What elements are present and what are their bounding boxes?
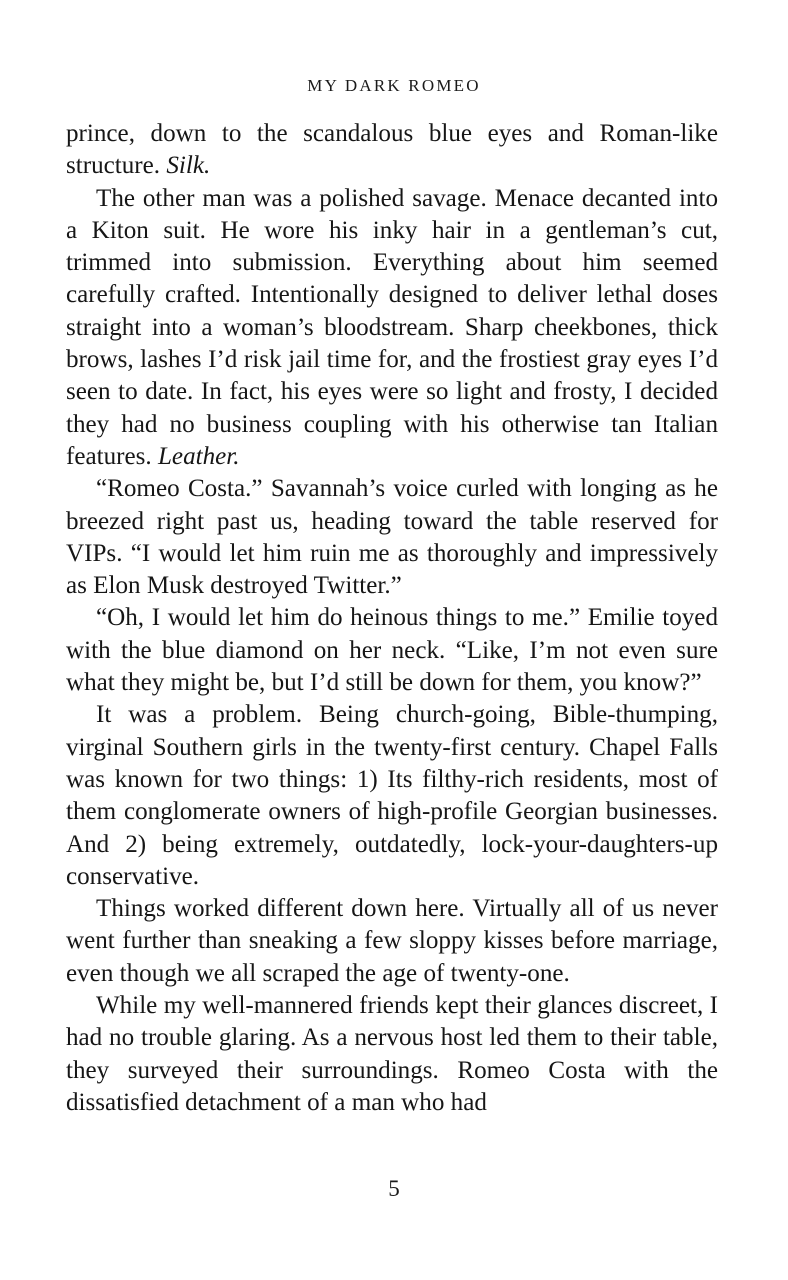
emphasis-silk: Silk.	[166, 152, 211, 180]
paragraph-text: prince, down to the scandalous blue eyes and Roman-like structure.	[66, 120, 718, 180]
paragraph	[66, 118, 718, 183]
running-head: MY DARK ROMEO	[307, 76, 481, 95]
paragraph	[66, 183, 718, 474]
paragraph: “Oh, I would let him do heinous things to me.” Emilie toyed with the blue diamond on her neck. “Like, I’m not even sure what they might be, but I’d still be down for them, you know?”	[66, 604, 718, 697]
page-number: 5	[388, 1176, 400, 1201]
body-text	[66, 118, 718, 1119]
paragraph: “Romeo Costa.” Savannah’s voice curled with longing as he breezed right past us, heading toward the table reserved for VIPs. “I would let him ruin me as thoroughly and impressively as Elon Musk destroyed Twitter.”	[66, 475, 718, 600]
paragraph: While my well-mannered friends kept their glances discreet, I had no trouble glaring. As a nervous host led them to their table, they surveyed their surroundings. Romeo Costa with the dissatisfied detachment of a man who had	[66, 992, 718, 1116]
paragraph: Things worked different down here. Virtually all of us never went further than sneaking a few sloppy kisses before marriage, even though we all scraped the age of twenty-one.	[66, 895, 718, 987]
emphasis-leather: Leather.	[157, 442, 240, 470]
paragraph-text: The other man was a polished savage. Menace decanted into a Kiton suit. He wore his inky hair in a gentleman’s cut, trimmed into submission. Everything about him seemed carefully crafted. Intentionally designed to deliver lethal doses straight into a woman’s bloodstream. Sharp cheekbones, thick brows, lashes I’d risk jail time for, and the frostiest gray eyes I’d seen to date. In fact, his eyes were so light and frosty, I decided they had no business coupling with his otherwise tan Italian features.	[66, 184, 718, 470]
paragraph: It was a problem. Being church-going, Bible-thumping, virginal Southern girls in the twenty-first century. Chapel Falls was known for two things: 1) Its filthy-rich residents, most of them conglomerate owners of high-profile Georgian businesses. And 2) being extremely, outdatedly, lock-your-daughters-up conservative.	[66, 701, 718, 890]
